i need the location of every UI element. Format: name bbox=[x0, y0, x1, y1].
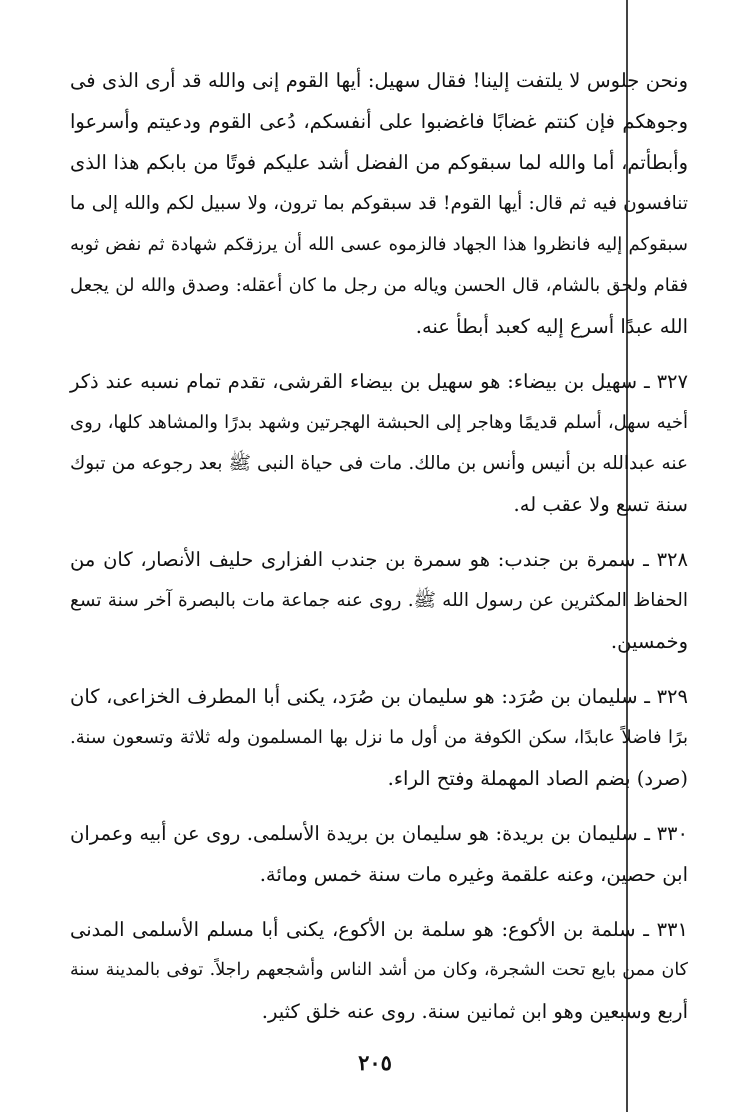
text-line: تنافسون فيه ثم قال: أيها القوم! قد سبقوكم بما ترون، ولا سبيل لكم والله إلى ما bbox=[70, 193, 688, 214]
text-line: ٣٣٠ ـ سليمان بن بريدة: هو سليمان بن بريدة الأسلمى. روى عن أبيه وعمران bbox=[70, 822, 688, 845]
text-line: ونحن جلوس لا يلتفت إلينا! فقال سهيل: أيها القوم إنى والله قد أرى الذى فى bbox=[70, 69, 688, 92]
entry-330 bbox=[70, 813, 688, 895]
page-number: ٢٠٥ bbox=[358, 1050, 392, 1075]
text-line: وأبطأتم، أما والله لما سبقوكم من الفضل أشد عليكم فوتًا من بابكم هذا الذى bbox=[70, 151, 688, 174]
intro-paragraph bbox=[70, 60, 688, 347]
entry-327 bbox=[70, 361, 688, 525]
entry-328 bbox=[70, 539, 688, 662]
text-line: سبقوكم إليه فانظروا هذا الجهاد فالزموه عسى الله أن يرزقكم شهادة ثم نفض ثوبه bbox=[70, 234, 688, 255]
text-line: ابن حصين، وعنه علقمة وغيره مات سنة خمس ومائة. bbox=[259, 863, 688, 886]
text-line: وخمسين. bbox=[610, 630, 688, 653]
text-line: عنه عبدالله بن أنيس وأنس بن مالك. مات فى حياة النبى ﷺ بعد رجوعه من تبوك bbox=[70, 453, 688, 474]
text-line: فقام ولحق بالشام، قال الحسن وياله من رجل ما كان أعقله: وصدق والله لن يجعل bbox=[70, 275, 688, 296]
text-line: برًا فاضلاً عابدًا، سكن الكوفة من أول ما نزل بها المسلمون وله ثلاثة وتسعون سنة. bbox=[70, 727, 688, 748]
text-line: ٣٢٩ ـ سليمان بن صُرَد: هو سليمان بن صُرَد، يكنى أبا المطرف الخزاعى، كان bbox=[70, 685, 688, 708]
text-line: أخيه سهل، أسلم قديمًا وهاجر إلى الحبشة الهجرتين وشهد بدرًا والمشاهد كلها، روى bbox=[70, 412, 688, 433]
text-line: الله عبدًا أسرع إليه كعبد أبطأ عنه. bbox=[415, 315, 688, 338]
text-line: أربع وسبعين وهو ابن ثمانين سنة. روى عنه خلق كثير. bbox=[261, 1000, 688, 1023]
text-line: ٣٣١ ـ سلمة بن الأكوع: هو سلمة بن الأكوع، يكنى أبا مسلم الأسلمى المدنى bbox=[70, 918, 688, 941]
entry-329 bbox=[70, 676, 688, 799]
text-line: الحفاظ المكثرين عن رسول الله ﷺ. روى عنه جماعة مات بالبصرة آخر سنة تسع bbox=[70, 590, 688, 611]
page-text bbox=[70, 60, 688, 1046]
text-line: كان ممن بايع تحت الشجرة، وكان من أشد الناس وأشجعهم راجلاً. توفى بالمدينة سنة bbox=[70, 960, 688, 980]
text-line: ٣٢٧ ـ سهيل بن بيضاء: هو سهيل بن بيضاء القرشى، تقدم تمام نسبه عند ذكر bbox=[70, 370, 688, 393]
text-line: (صرد) بضم الصاد المهملة وفتح الراء. bbox=[387, 767, 688, 790]
text-line: ٣٢٨ ـ سمرة بن جندب: هو سمرة بن جندب الفزارى حليف الأنصار، كان من bbox=[70, 548, 688, 571]
entry-331 bbox=[70, 909, 688, 1032]
text-line: وجوهكم فإن كنتم غضابًا فاغضبوا على أنفسكم، دُعى القوم ودعيتم وأسرعوا bbox=[70, 110, 688, 133]
text-line: سنة تسع ولا عقب له. bbox=[513, 493, 688, 516]
